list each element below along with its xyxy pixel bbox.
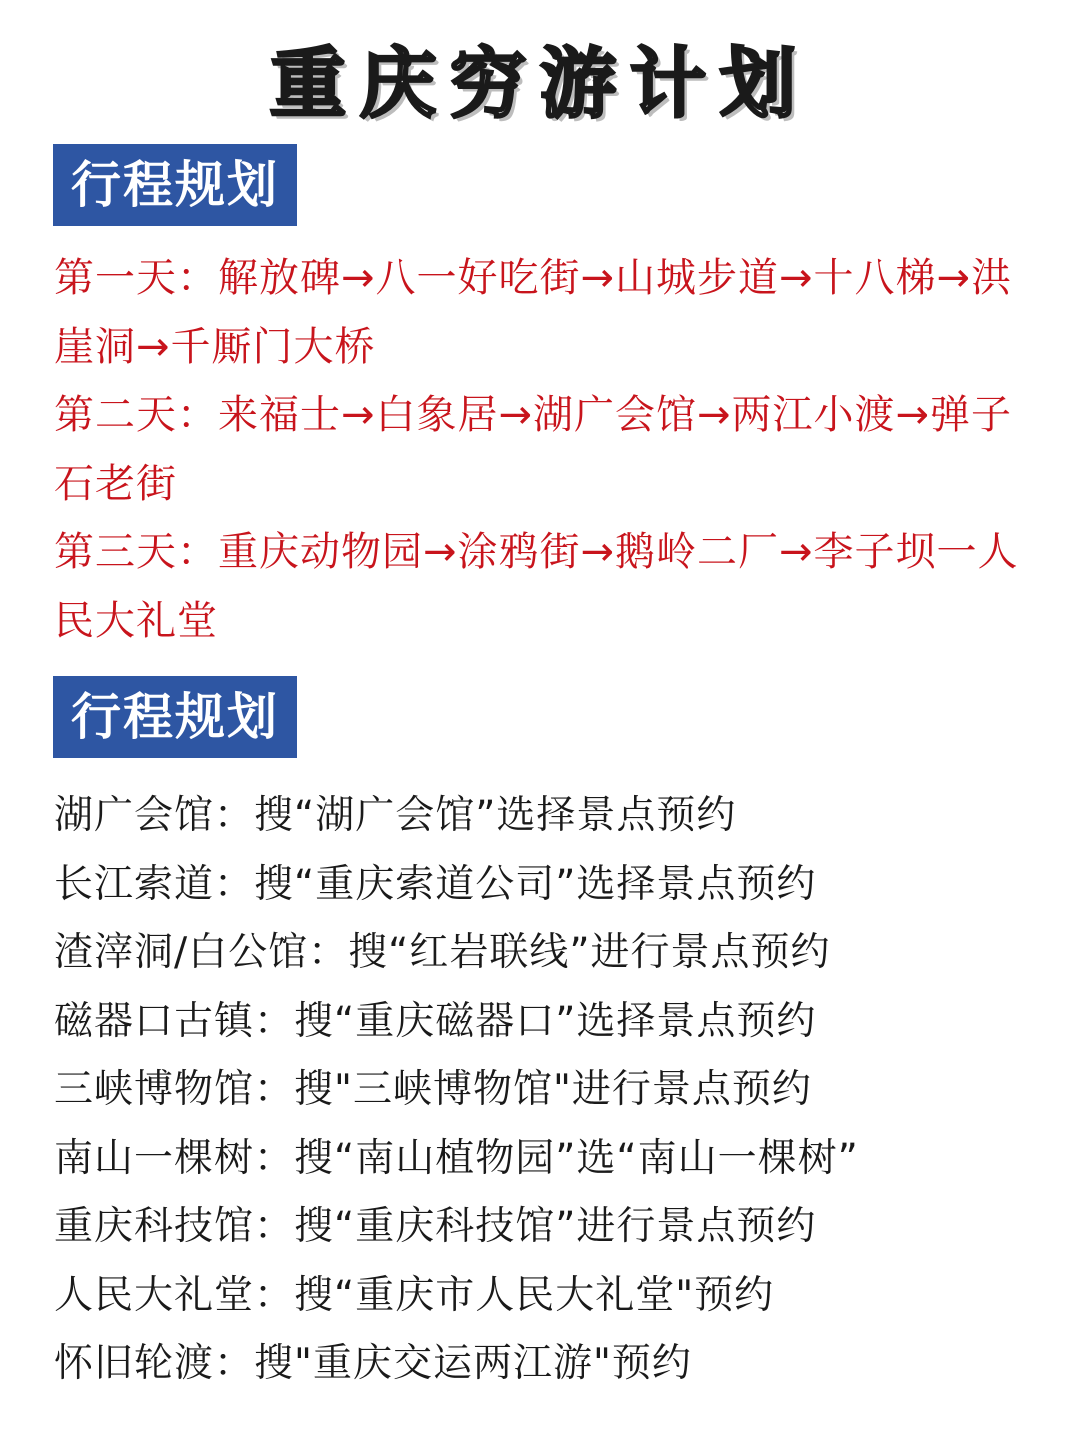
booking-item: 长江索道：搜“重庆索道公司”选择景点预约 (54, 861, 817, 907)
booking-item: 三峡博物馆：搜"三峡博物馆"进行景点预约 (54, 1067, 812, 1112)
page-title: 重庆穷游计划 (270, 39, 810, 128)
booking-item: 人民大礼堂：搜“重庆市人民大礼堂"预约 (54, 1272, 775, 1318)
itinerary-day-2: 第二天：来福士→白象居→湖广会馆→两江小渡→弹子石老街 (54, 392, 1013, 507)
booking-item: 湖广会馆：搜“湖广会馆”选择景点预约 (54, 793, 737, 838)
booking-list (54, 782, 1054, 1399)
booking-item: 渣滓洞/白公馆：搜“红岩联线”进行景点预约 (54, 930, 831, 975)
itinerary-day-1: 第一天：解放碑→八一好吃街→山城步道→十八梯→洪崖洞→千厮门大桥 (54, 255, 1013, 370)
booking-item: 南山一棵树：搜“南山植物园”选“南山一棵树” (54, 1135, 859, 1181)
itinerary-day-3: 第三天：重庆动物园→涂鸦街→鹅岭二厂→李子坝一人民大礼堂 (54, 529, 1019, 644)
booking-item: 怀旧轮渡：搜"重庆交运两江游"预约 (54, 1341, 692, 1386)
section-tag-itinerary: 行程规划 (53, 144, 297, 226)
booking-item: 磁器口古镇：搜“重庆磁器口”选择景点预约 (54, 998, 817, 1044)
itinerary-list (54, 244, 1034, 655)
section-tag-booking: 行程规划 (53, 676, 297, 758)
booking-item: 重庆科技馆：搜“重庆科技馆”进行景点预约 (54, 1204, 817, 1249)
